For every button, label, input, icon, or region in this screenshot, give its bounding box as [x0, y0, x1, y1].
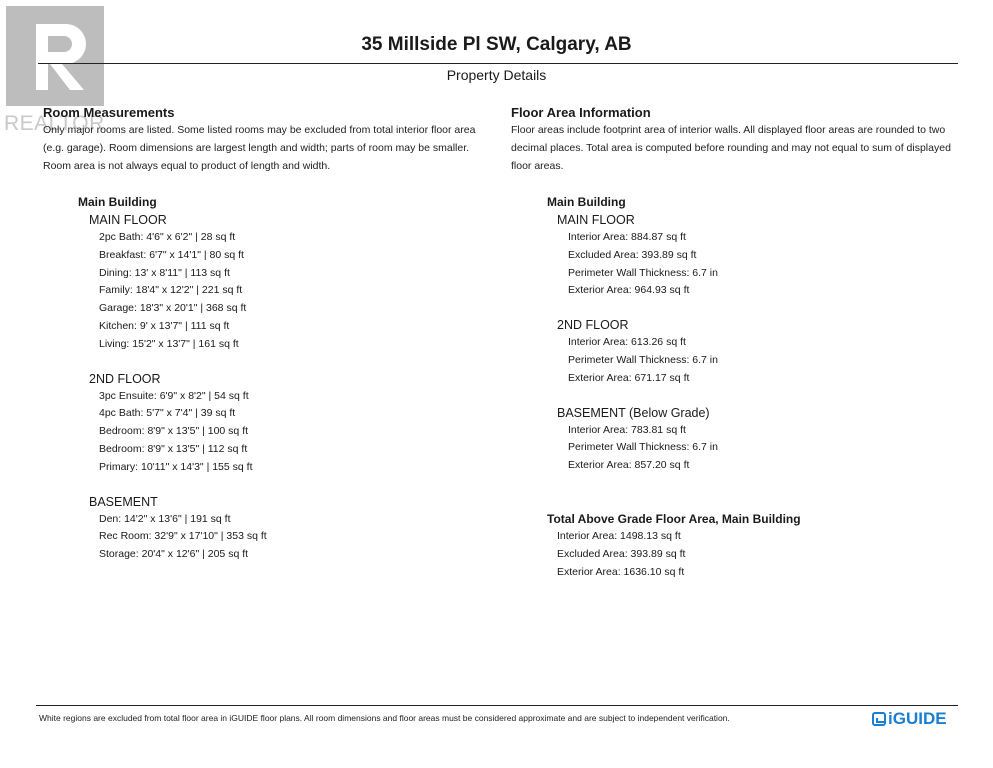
note-line: decimal places. Total area is computed before rounding and may not equal to sum of displayed	[511, 142, 951, 154]
room-item: Primary: 10'11" x 14'3" | 155 sq ft	[99, 460, 253, 473]
room-item: Bedroom: 8'9" x 13'5" | 112 sq ft	[99, 442, 248, 455]
room-item: Storage: 20'4" x 12'6" | 205 sq ft	[99, 548, 249, 561]
total-area-item: Exterior Area: 1636.10 sq ft	[557, 565, 685, 578]
floor-heading: 2ND FLOOR	[557, 318, 629, 333]
iguide-brand-text: iGUIDE	[888, 709, 947, 728]
area-item: Excluded Area: 393.89 sq ft	[568, 248, 697, 261]
area-item: Interior Area: 783.81 sq ft	[568, 423, 686, 436]
room-item: 4pc Bath: 5'7" x 7'4" | 39 sq ft	[99, 407, 236, 420]
room-item: Dining: 13' x 8'11" | 113 sq ft	[99, 266, 230, 279]
floor-heading: BASEMENT (Below Grade)	[557, 405, 710, 420]
room-item: Bedroom: 8'9" x 13'5" | 100 sq ft	[99, 425, 249, 438]
area-item: Perimeter Wall Thickness: 6.7 in	[568, 353, 718, 366]
room-item: Family: 18'4" x 12'2" | 221 sq ft	[99, 284, 243, 297]
room-measurements-section	[43, 104, 493, 564]
floor-area-note	[511, 121, 961, 175]
room-item: 2pc Bath: 4'6" x 6'2" | 28 sq ft	[99, 231, 236, 243]
room-item: 3pc Ensuite: 6'9" x 8'2" | 54 sq ft	[99, 389, 249, 402]
building-heading: Main Building	[78, 195, 157, 209]
floor-area-section	[511, 104, 961, 581]
page-title: 35 Millside Pl SW, Calgary, AB	[361, 34, 632, 55]
iguide-logo-icon	[872, 712, 886, 726]
note-line: floor areas.	[511, 160, 564, 172]
area-item: Exterior Area: 671.17 sq ft	[568, 371, 690, 384]
floor-area-heading: Floor Area Information	[511, 105, 651, 120]
floor-heading: BASEMENT	[89, 494, 158, 509]
room-item: Living: 15'2" x 13'7" | 161 sq ft	[99, 337, 239, 350]
note-line: Floor areas include footprint area of interior walls. All displayed floor areas are rounded to two	[511, 124, 946, 136]
area-item: Exterior Area: 857.20 sq ft	[568, 459, 690, 472]
total-area-item: Excluded Area: 393.89 sq ft	[557, 547, 686, 560]
room-item: Kitchen: 9' x 13'7" | 111 sq ft	[99, 319, 230, 332]
room-measurements-note	[43, 121, 493, 175]
floor-heading: 2ND FLOOR	[89, 371, 161, 386]
header-divider	[38, 63, 958, 64]
area-item: Perimeter Wall Thickness: 6.7 in	[568, 441, 718, 454]
floor-heading: MAIN FLOOR	[89, 213, 167, 227]
iguide-brand	[872, 709, 947, 729]
realtor-logo-text: REALTOR	[4, 112, 105, 135]
room-item: Breakfast: 6'7" x 14'1" | 80 sq ft	[99, 248, 244, 261]
total-area-item: Interior Area: 1498.13 sq ft	[557, 529, 681, 542]
footer-divider	[36, 705, 958, 706]
note-line: (e.g. garage). Room dimensions are largest length and width; parts of room may be smaller.	[43, 142, 470, 154]
area-item: Interior Area: 884.87 sq ft	[568, 231, 686, 243]
total-area-heading: Total Above Grade Floor Area, Main Building	[547, 511, 801, 526]
area-item: Perimeter Wall Thickness: 6.7 in	[568, 266, 718, 279]
building-heading: Main Building	[547, 195, 626, 209]
realtor-r-icon	[0, 0, 120, 112]
room-item: Rec Room: 32'9" x 17'10" | 353 sq ft	[99, 530, 267, 543]
area-item: Interior Area: 613.26 sq ft	[568, 336, 686, 349]
note-line: Only major rooms are listed. Some listed rooms may be excluded from total interior floor area	[43, 124, 476, 136]
footer-disclaimer: White regions are excluded from total floor area in iGUIDE floor plans. All room dimensions and floor areas must be considered approximate and are subject to independent verification.	[39, 713, 730, 723]
floor-heading: MAIN FLOOR	[557, 213, 635, 227]
room-item: Den: 14'2" x 13'6" | 191 sq ft	[99, 512, 231, 525]
room-measurements-heading: Room Measurements	[43, 105, 175, 120]
area-item: Exterior Area: 964.93 sq ft	[568, 284, 690, 297]
page-subtitle: Property Details	[446, 67, 547, 83]
note-line: Room area is not always equal to product of length and width.	[43, 160, 331, 172]
room-item: Garage: 18'3" x 20'1" | 368 sq ft	[99, 302, 247, 315]
